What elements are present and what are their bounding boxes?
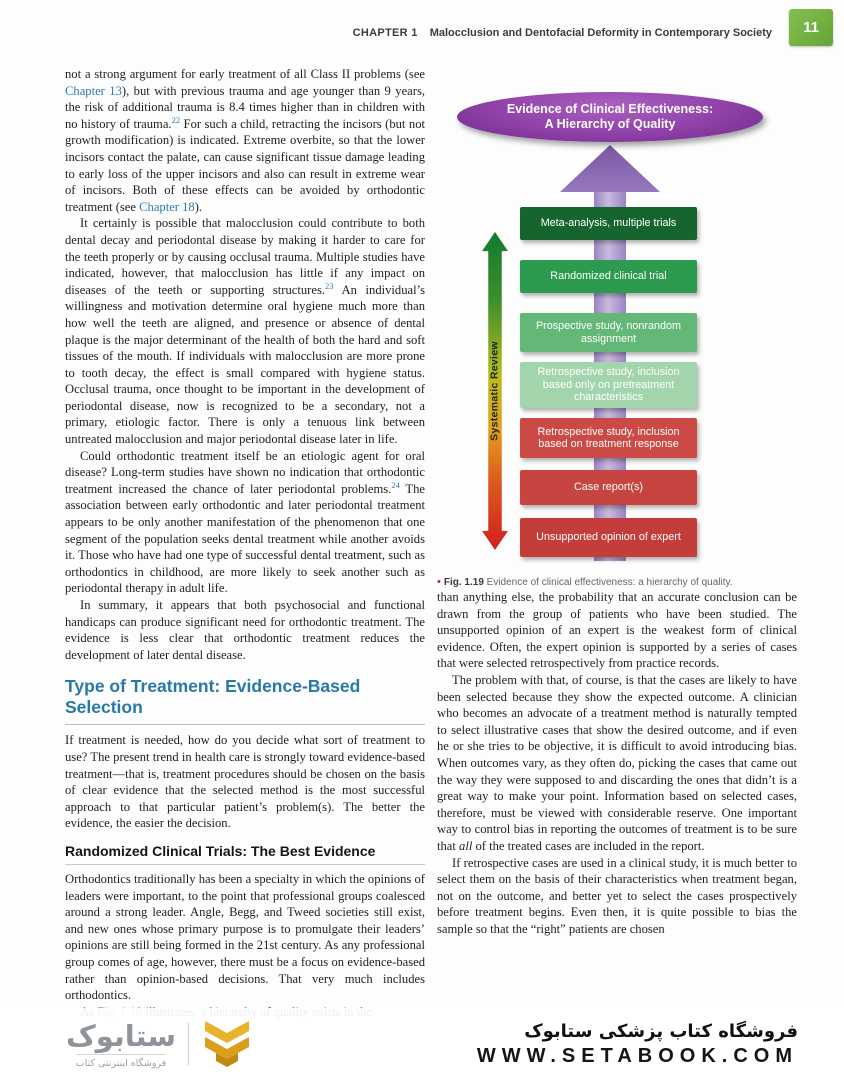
text-segment: of the treated cases are included in the report. (472, 838, 705, 853)
text-segment: It certainly is possible that malocclusion could contribute to both dental decay and periodontal disease by making it harder to care for the teeth properly or by causing occlusal trauma. Multiple studies have indicated, however, that malocclusion has little if any impact on diseases of the teeth or supporting structures. (65, 216, 425, 297)
running-head (353, 27, 772, 39)
store-identity (477, 1021, 798, 1068)
caption-text: Evidence of clinical effectiveness: a hierarchy of quality. (486, 577, 733, 588)
subsection-heading: Randomized Clinical Trials: The Best Evidence (65, 843, 425, 865)
right-column (437, 88, 797, 937)
paragraph (65, 215, 425, 447)
figure-title-ellipse (457, 92, 763, 142)
watermark-banner (0, 1008, 844, 1080)
logo-wordmark: ستابوک (66, 1018, 177, 1053)
text-segment: For such a child, retracting the incisors (but not growth modification) is indicated. Extreme overbite, so that the lower incisors contact the palate, can cause significant tissue damage leading to early loss of the upper incisors and also can result in extreme wear of incisors. Both of these effects can be avoided by orthodontic treatment (see (65, 116, 425, 214)
section-heading: Type of Treatment: Evidence-Based Selection (65, 676, 425, 725)
store-name: فروشگاه کتاب پزشکی ستابوک (524, 1020, 798, 1042)
hierarchy-level: Unsupported opinion of expert (520, 518, 697, 557)
caption-bullet-icon: • (437, 576, 441, 588)
reference-24-link[interactable]: 24 (391, 479, 400, 490)
paragraph (65, 66, 425, 215)
reference-23-link[interactable]: 23 (325, 280, 334, 291)
hierarchy-level: Retrospective study, inclusion based on treatment response (520, 418, 697, 458)
text-segment: Could orthodontic treatment itself be an etiologic agent for oral disease? Long-term studies have shown no indication that orthodontic treatment increased the chance of later periodontal problems. (65, 448, 425, 496)
figure-caption (437, 576, 797, 589)
left-column (65, 66, 425, 1020)
hierarchy-level: Case report(s) (520, 470, 697, 505)
chapter-13-link[interactable]: Chapter 13 (65, 83, 122, 98)
chapter-title: Malocclusion and Dentofacial Deformity in Contemporary Society (429, 27, 772, 39)
paragraph: If retrospective cases are used in a clinical study, it is much better to select them on the basis of their characteristics when treatment began, not on the outcome, and better yet to select the cases prospectively before treatment begins. Even then, it is quite possible to bias the sample so that the “right” patients are chosen (437, 855, 797, 936)
store-website: WWW.SETABOOK.COM (476, 1044, 798, 1067)
text-segment: ), but with previous trauma and age younger than 9 years, the risk of additional trauma is 8.4 times higher than in children with no history of trauma. (65, 83, 426, 131)
paragraph (65, 448, 425, 597)
setabook-logo (66, 1019, 253, 1069)
page-header (0, 0, 844, 52)
text-segment: The association between early orthodontic and later periodontal treatment appears to be only another manifestation of the phenomenon that one segment of the population seeks dental treatment while another avoids it. Those who have had one type of successful dental treatment, such as orthodontics in childhood, are more likely to seek another such as periodontal therapy in adult life. (65, 481, 425, 596)
reference-22-link[interactable]: 22 (171, 114, 181, 125)
chevron-emblem-icon (201, 1019, 253, 1069)
caption-label: Fig. 1.19 (443, 577, 484, 588)
hierarchy-level: Randomized clinical trial (520, 260, 697, 293)
hierarchy-level: Meta-analysis, multiple trials (520, 207, 697, 240)
text-segment: The problem with that, of course, is that the cases are likely to have been selected because they show the expected outcome. A clinician who becomes an advocate of a treatment method is naturally tempted to select illustrative cases that show the desired outcome, and if even he or she tries to be objective, it is difficult to avoid introducing bias. When outcomes vary, as they often do, picking the cases that came out the way they were supposed to and discarding the ones that didn’t is a great way to make your point. Information based on selected cases, therefore, must be viewed with considerable reserve. One important way to control bias in reporting the outcomes of treatment is to be sure that (437, 672, 797, 853)
logo-divider (188, 1023, 189, 1065)
paragraph: In summary, it appears that both psychosocial and functional handicaps can produce significant need for orthodontic treatment. The evidence is less clear that orthodontic treatment reduces the development of later dental disease. (65, 598, 425, 662)
paragraph: than anything else, the probability that an accurate conclusion can be drawn from the group of patients who have been studied. The unsupported opinion of an expert is the weakest form of clinical evidence. Often, the expert opinion is supported by a series of cases that were selected retrospectively from practice records. (437, 590, 797, 671)
text-segment: ). (194, 199, 203, 214)
page-number-badge: 11 (789, 9, 833, 46)
chapter-18-link[interactable]: Chapter 18 (139, 199, 195, 214)
hierarchy-level: Prospective study, nonrandom assignment (520, 313, 697, 352)
figure-1-19 (437, 88, 797, 568)
figure-title-line1: Evidence of Clinical Effectiveness: (506, 102, 714, 116)
quality-arrow-head-icon (560, 145, 660, 192)
text-segment: not a strong argument for early treatment of all Class II problems (see (65, 67, 425, 81)
hierarchy-level: Retrospective study, inclusion based only on pretreatment characteristics (520, 362, 697, 408)
logo-tagline: فروشگاه اینترنتی کتاب (76, 1054, 166, 1069)
paragraph (437, 672, 797, 855)
figure-title-line2: A Hierarchy of Quality (544, 117, 676, 131)
emphasized-text: all (459, 838, 473, 853)
systematic-review-label: Systematic Review (488, 341, 501, 441)
text-segment: An individual’s willingness and motivation determine oral hygiene much more than how well the teeth are aligned, and presence or absence of dental plaque is the major determinant of the health of both the hard and soft tissues of the mouth. If individuals with malocclusion are more prone to tooth decay, the effect is small compared with hygiene status. Occlusal trauma, once thought to be important in the development of periodontal disease, now is recognized to be a secondary, not a primary, etiologic factor. There is only a tenuous link between untreated malocclusion and major periodontal disease later in life. (65, 282, 426, 447)
chapter-label: CHAPTER 1 (352, 27, 418, 39)
paragraph: Orthodontics traditionally has been a specialty in which the opinions of leaders were important, to the point that professional groups coalesced around a strong leader. Angle, Begg, and Tweed societies still exist, and new ones whose primary purpose is to promulgate their leaders’ opinions are still being formed in the 21st century. As any professional group comes of age, however, there must be a focus on evidence-based rather than opinion-based decisions. That very much includes orthodontics. (65, 871, 425, 1003)
paragraph: If treatment is needed, how do you decide what sort of treatment to use? The present trend in health care is strongly toward evidence-based treatment—that is, treatment procedures should be chosen on the basis of clear evidence that the selected method is the most successful approach to that particular patient’s problem(s). The better the evidence, the easier the decision. (65, 733, 425, 831)
